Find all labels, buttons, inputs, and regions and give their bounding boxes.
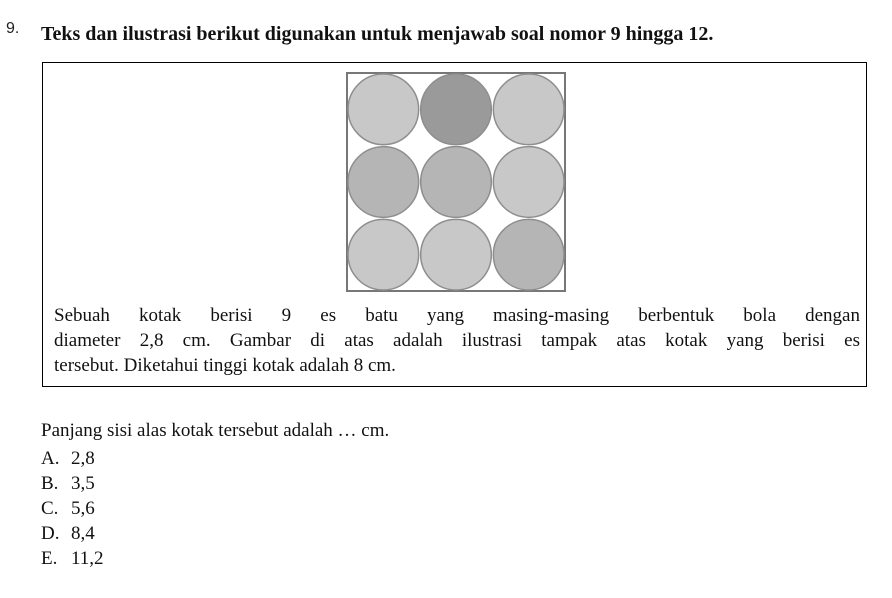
- option-a[interactable]: [41, 446, 104, 471]
- option-value: 2,8: [71, 448, 95, 469]
- option-value: 11,2: [71, 548, 104, 569]
- ice-box-illustration: [346, 72, 566, 292]
- ice-ball: [493, 74, 564, 145]
- answer-options: [41, 446, 104, 571]
- stimulus-heading: Teks dan ilustrasi berikut digunakan untuk menjawab soal nomor 9 hingga 12.: [41, 23, 714, 45]
- question-number: 9.: [6, 20, 20, 37]
- option-value: 5,6: [71, 498, 95, 519]
- stimulus-line-2: diameter 2,8 cm. Gambar di atas adalah ilustrasi tampak atas kotak yang berisi es: [54, 330, 860, 351]
- question-stem: Panjang sisi alas kotak tersebut adalah … cm.: [41, 420, 390, 441]
- option-c[interactable]: [41, 496, 104, 521]
- option-letter: C.: [41, 498, 59, 519]
- option-e[interactable]: [41, 546, 104, 571]
- ice-ball: [348, 147, 419, 218]
- option-value: 3,5: [71, 473, 95, 494]
- stimulus-line-1: Sebuah kotak berisi 9 es batu yang masing-masing berbentuk bola dengan: [54, 305, 860, 326]
- option-letter: D.: [41, 523, 60, 544]
- ice-ball: [493, 219, 564, 290]
- ice-ball: [348, 219, 419, 290]
- option-letter: B.: [41, 473, 59, 494]
- option-d[interactable]: [41, 521, 104, 546]
- stimulus-line-3: tersebut. Diketahui tinggi kotak adalah 8 cm.: [54, 355, 396, 376]
- ice-ball: [493, 147, 564, 218]
- ice-ball: [421, 147, 492, 218]
- stimulus-box: [42, 62, 867, 387]
- option-letter: E.: [41, 548, 58, 569]
- option-b[interactable]: [41, 471, 104, 496]
- ice-ball: [421, 219, 492, 290]
- option-value: 8,4: [71, 523, 95, 544]
- ice-ball: [421, 74, 492, 145]
- ice-balls-group: [348, 74, 564, 290]
- stimulus-text: [54, 303, 860, 378]
- option-letter: A.: [41, 448, 60, 469]
- ice-ball: [348, 74, 419, 145]
